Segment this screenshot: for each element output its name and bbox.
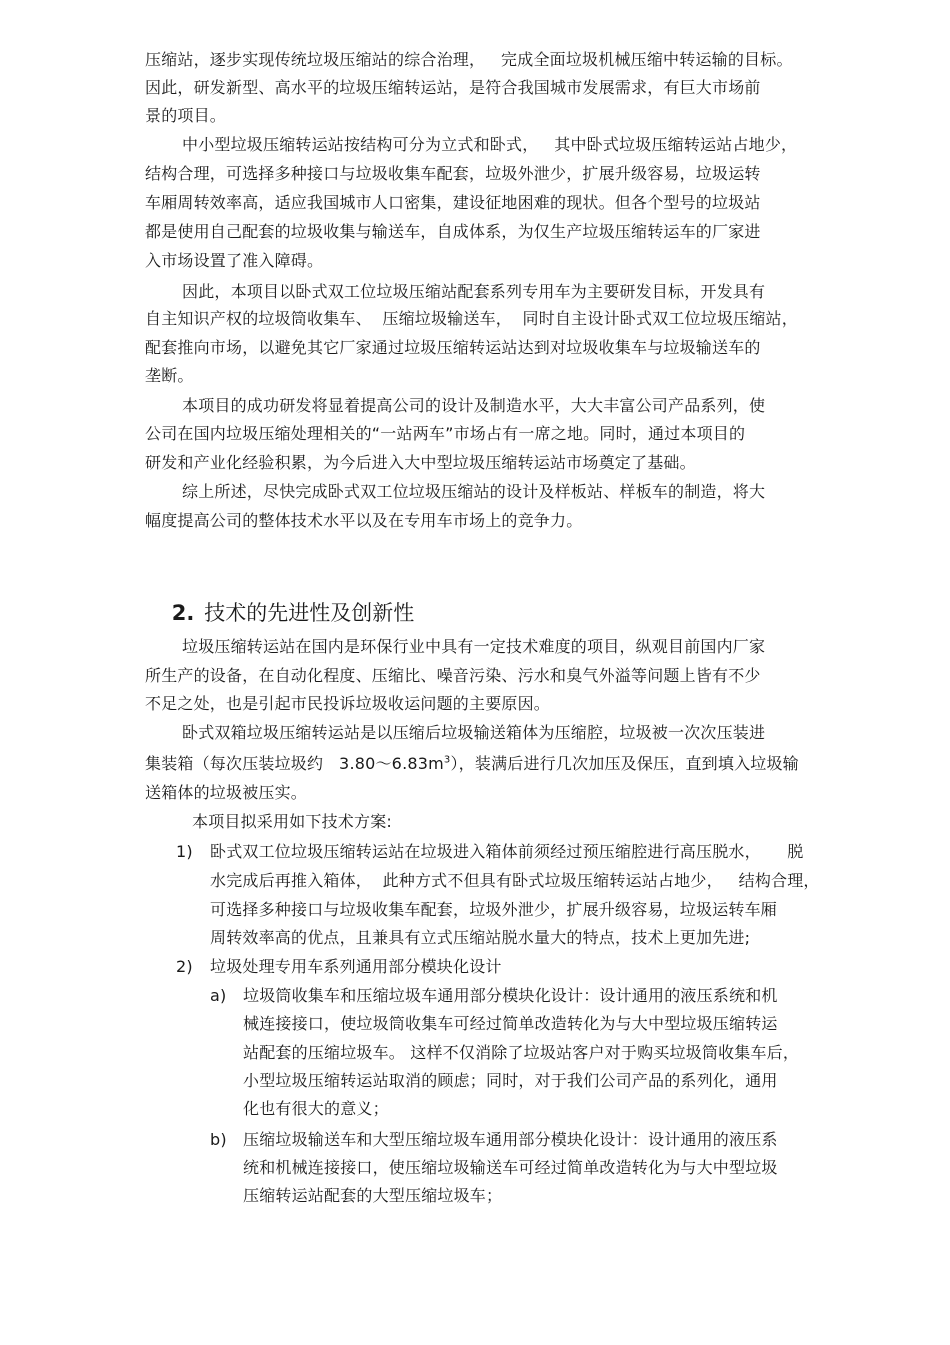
paragraph-line: 压缩站，逐步实现传统垃圾压缩站的综合治理， 完成全面垃圾机械压缩中转运输的目标。 <box>145 50 793 69</box>
paragraph-line: 卧式双箱垃圾压缩转运站是以压缩后垃圾输送箱体为压缩腔，垃圾被一次次压装进 <box>182 723 766 742</box>
paragraph-line: 自主知识产权的垃圾筒收集车、 压缩垃圾输送车， 同时自主设计卧式双工位垃圾压缩站， <box>145 309 798 328</box>
list-item-line: 可选择多种接口与垃圾收集车配套，垃圾外泄少，扩展升级容易，垃圾运转车厢 <box>210 900 778 919</box>
sub-list-item-line: 化也有很大的意义； <box>243 1099 389 1118</box>
paragraph-line: 垄断。 <box>145 366 194 385</box>
list-marker: 2) <box>176 957 193 976</box>
paragraph-line: 公司在国内垃圾压缩处理相关的“一站两车”市场占有一席之地。同时，通过本项目的 <box>145 424 746 443</box>
paragraph-line: 配套推向市场，以避免其它厂家通过垃圾压缩转运站达到对垃圾收集车与垃圾输送车的 <box>145 338 761 357</box>
sub-list-item-line: 压缩垃圾输送车和大型压缩垃圾车通用部分模块化设计：设计通用的液压系 <box>243 1130 778 1149</box>
list-marker: 1) <box>176 842 193 861</box>
paragraph-line: 本项目拟采用如下技术方案: <box>192 812 392 831</box>
paragraph-line: 车厢周转效率高，适应我国城市人口密集，建设征地困难的现状。但各个型号的垃圾站 <box>145 193 761 212</box>
paragraph-line: 因此，本项目以卧式双工位垃圾压缩站配套系列专用车为主要研发目标，开发具有 <box>182 282 766 301</box>
paragraph-line: 所生产的设备，在自动化程度、压缩比、噪音污染、污水和臭气外溢等问题上皆有不少 <box>145 666 761 685</box>
paragraph-line: 都是使用自己配套的垃圾收集与输送车，自成体系，为仅生产垃圾压缩转运车的厂家进 <box>145 222 761 241</box>
paragraph-line: 入市场设置了准入障碍。 <box>145 251 324 270</box>
paragraph-line: 因此，研发新型、高水平的垃圾压缩转运站，是符合我国城市发展需求，有巨大市场前 <box>145 78 761 97</box>
list-item-line: 周转效率高的优点，且兼具有立式压缩站脱水量大的特点，技术上更加先进; <box>210 928 751 947</box>
paragraph-line: 综上所述，尽快完成卧式双工位垃圾压缩站的设计及样板站、样板车的制造，将大 <box>182 482 766 501</box>
list-item-line: 卧式双工位垃圾压缩转运站在垃圾进入箱体前须经过预压缩腔进行高压脱水， 脱 <box>210 842 804 861</box>
paragraph-line: 本项目的成功研发将显着提高公司的设计及制造水平，大大丰富公司产品系列，使 <box>182 396 766 415</box>
paragraph-line-volume <box>145 754 799 774</box>
paragraph-line: 送箱体的垃圾被压实。 <box>145 783 308 802</box>
list-item-line: 垃圾处理专用车系列通用部分模块化设计 <box>210 957 502 976</box>
volume-text-after: ），装满后进行几次加压及保压，直到填入垃圾输 <box>450 754 799 773</box>
sub-list-marker: a) <box>210 986 227 1005</box>
sub-list-item-line: 压缩转运站配套的大型压缩垃圾车； <box>243 1186 503 1205</box>
sub-list-item-line: 统和机械连接接口，使压缩垃圾输送车可经过简单改造转化为与大中型垃圾 <box>243 1158 778 1177</box>
paragraph-line: 景的项目。 <box>145 106 227 125</box>
section-number: 2. <box>171 601 195 625</box>
sub-list-item-line: 小型垃圾压缩转运站取消的顾虑；同时，对于我们公司产品的系列化，通用 <box>243 1071 778 1090</box>
volume-superscript: 3 <box>443 754 451 766</box>
paragraph-line: 研发和产业化经验积累，为今后进入大中型垃圾压缩转运站市场奠定了基础。 <box>145 453 696 472</box>
section-title: 技术的先进性及创新性 <box>204 601 415 625</box>
paragraph-line: 结构合理，可选择多种接口与垃圾收集车配套，垃圾外泄少，扩展升级容易，垃圾运转 <box>145 164 761 183</box>
sub-list-item-line: 站配套的压缩垃圾车。 这样不仅消除了垃圾站客户对于购买垃圾筒收集车后， <box>243 1043 800 1062</box>
paragraph-line: 幅度提高公司的整体技术水平以及在专用车市场上的竞争力。 <box>145 511 583 530</box>
paragraph-line: 垃圾压缩转运站在国内是环保行业中具有一定技术难度的项目，纵观目前国内厂家 <box>182 637 766 656</box>
volume-text-before: 集装箱（每次压装垃圾约 3.80～6.83m <box>145 754 444 773</box>
paragraph-line: 不足之处，也是引起市民投诉垃圾收运问题的主要原因。 <box>145 694 551 713</box>
paragraph-line: 中小型垃圾压缩转运站按结构可分为立式和卧式， 其中卧式垃圾压缩转运站占地少， <box>182 135 798 154</box>
list-item-line: 水完成后再推入箱体， 此种方式不但具有卧式垃圾压缩转运站占地少， 结构合理， <box>210 871 820 890</box>
sub-list-item-line: 垃圾筒收集车和压缩垃圾车通用部分模块化设计：设计通用的液压系统和机 <box>243 986 778 1005</box>
sub-list-marker: b) <box>210 1130 227 1149</box>
sub-list-item-line: 械连接接口，使垃圾筒收集车可经过简单改造转化为与大中型垃圾压缩转运 <box>243 1014 778 1033</box>
